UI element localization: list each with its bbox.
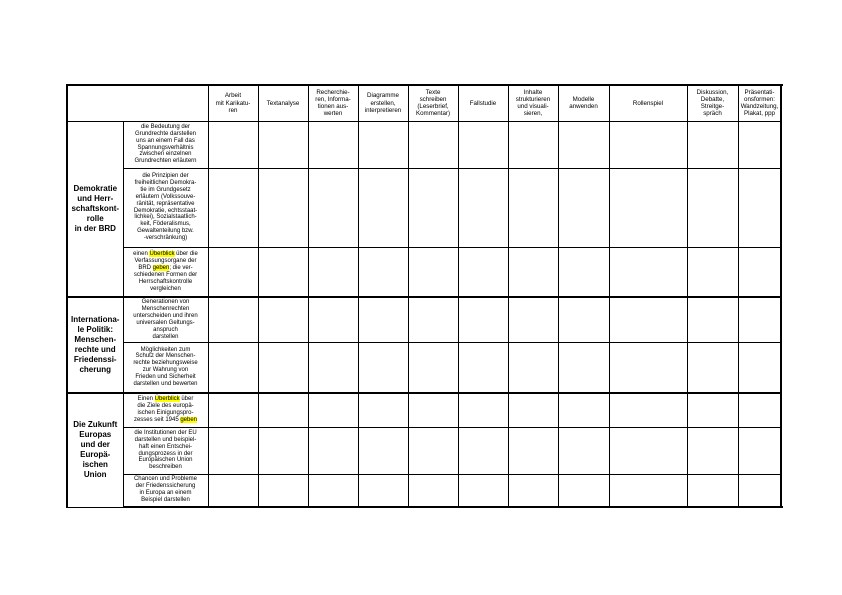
empty-cell (458, 474, 508, 507)
empty-cell (738, 297, 781, 342)
method-matrix-table (66, 84, 782, 508)
column-header (458, 85, 508, 121)
goal-cell (123, 427, 208, 474)
empty-cell (308, 427, 358, 474)
empty-cell (458, 342, 508, 393)
empty-cell (508, 427, 558, 474)
empty-cell (687, 247, 738, 297)
column-header-label: Inhalte strukturieren und visuali- sieren, (515, 88, 551, 118)
empty-cell (408, 121, 458, 168)
empty-cell (508, 393, 558, 427)
empty-cell (687, 393, 738, 427)
table-row (67, 168, 781, 247)
goal-text: über die Ziele des europä- ischen Einigungspro- zesses seit 1945 (133, 396, 194, 424)
empty-cell (738, 247, 781, 297)
column-header-label: Rollenspiel (632, 99, 664, 107)
column-header-label: Arbeit mit Karikatu- ren (215, 92, 251, 114)
column-header-label: Diskussion, Debatte, Streitge- spräch (696, 88, 729, 118)
empty-cell (358, 297, 408, 342)
empty-cell (687, 297, 738, 342)
empty-cell (308, 474, 358, 507)
goal-text: Einen (137, 396, 155, 403)
goal-text: über die Verfassungsorgane der BRD (134, 251, 198, 271)
empty-cell (558, 168, 609, 247)
empty-cell (208, 121, 258, 168)
empty-cell (508, 247, 558, 297)
column-header (408, 85, 458, 121)
table-row (67, 393, 781, 427)
empty-cell (258, 168, 308, 247)
topic-cell (67, 393, 123, 507)
topic-cell (67, 297, 123, 393)
empty-cell (738, 393, 781, 427)
empty-cell (408, 342, 458, 393)
empty-cell (609, 168, 687, 247)
empty-cell (508, 297, 558, 342)
column-header (558, 85, 609, 121)
empty-cell (558, 247, 609, 297)
column-header-label: Textanalyse (266, 99, 300, 107)
empty-cell (408, 297, 458, 342)
empty-cell (258, 247, 308, 297)
empty-cell (358, 168, 408, 247)
empty-cell (358, 247, 408, 297)
empty-cell (738, 342, 781, 393)
empty-cell (458, 427, 508, 474)
empty-cell (258, 474, 308, 507)
empty-cell (358, 121, 408, 168)
column-header (208, 85, 258, 121)
empty-cell (558, 474, 609, 507)
empty-cell (458, 121, 508, 168)
goal-cell (123, 474, 208, 507)
empty-cell (609, 297, 687, 342)
empty-cell (558, 121, 609, 168)
empty-cell (558, 393, 609, 427)
empty-cell (508, 474, 558, 507)
goal-cell (123, 342, 208, 393)
highlighted-term: Überblick (154, 396, 180, 403)
column-header-label: Diagramme erstellen, interpretieren (364, 92, 402, 114)
column-header-label: Fallstudie (469, 99, 497, 107)
column-header (738, 85, 781, 121)
empty-cell (308, 247, 358, 297)
empty-cell (458, 247, 508, 297)
table-row (67, 342, 781, 393)
empty-cell (408, 474, 458, 507)
empty-cell (208, 168, 258, 247)
empty-cell (687, 168, 738, 247)
goal-cell (123, 168, 208, 247)
empty-cell (609, 342, 687, 393)
goal-text: Generationen von Menschenrechten unterscheiden und ihren universalen Geltungs- anspruch darstellen (133, 299, 198, 340)
column-header (258, 85, 308, 121)
highlighted-term: geben (152, 264, 170, 271)
empty-cell (508, 168, 558, 247)
empty-cell (558, 427, 609, 474)
empty-cell (258, 427, 308, 474)
empty-cell (609, 474, 687, 507)
empty-cell (508, 121, 558, 168)
empty-cell (687, 342, 738, 393)
empty-cell (738, 427, 781, 474)
header-corner-cell (67, 85, 208, 121)
empty-cell (258, 121, 308, 168)
empty-cell (408, 393, 458, 427)
empty-cell (408, 247, 458, 297)
empty-cell (738, 168, 781, 247)
highlighted-term: Überblick (149, 251, 175, 258)
column-header (358, 85, 408, 121)
empty-cell (738, 121, 781, 168)
empty-cell (308, 393, 358, 427)
empty-cell (358, 474, 408, 507)
goal-cell (123, 393, 208, 427)
empty-cell (687, 121, 738, 168)
empty-cell (208, 393, 258, 427)
goal-text: einen (133, 251, 150, 258)
table-row (67, 427, 781, 474)
empty-cell (208, 342, 258, 393)
empty-cell (308, 168, 358, 247)
column-header (508, 85, 558, 121)
empty-cell (408, 168, 458, 247)
highlighted-term: geben (180, 417, 198, 424)
empty-cell (258, 297, 308, 342)
goal-text: die Prinzipien der freiheitlichen Demokra- tie im Grundgesetz erläutern (Volkssouve- ränität, repräsentative Demokratie, echtsstaat- lichkei), Sozialstaatlich- keit, Föderalismus, Gewaltenteilung bzw. -verschränkung) (133, 172, 198, 242)
table-row (67, 474, 781, 507)
empty-cell (208, 427, 258, 474)
goal-text: die Institutionen der EU darstellen und beispiel- haft einen Entschei- dungsprozess in der Europäischen Union beschreiben (134, 429, 197, 471)
empty-cell (308, 297, 358, 342)
empty-cell (258, 393, 308, 427)
empty-cell (458, 297, 508, 342)
empty-cell (458, 168, 508, 247)
topic-cell (67, 121, 123, 297)
empty-cell (208, 474, 258, 507)
topic-title: Die Zukunft Europas und der Europä- ischen Union (73, 420, 118, 480)
empty-cell (308, 121, 358, 168)
empty-cell (687, 427, 738, 474)
empty-cell (558, 297, 609, 342)
goal-cell (123, 247, 208, 297)
column-header-label: Präsentati- onsformen: Wandzeitung, Plakat, ppp (740, 88, 779, 118)
empty-cell (609, 393, 687, 427)
goal-cell (123, 297, 208, 342)
empty-cell (358, 342, 408, 393)
empty-cell (609, 247, 687, 297)
goal-text: ; die ver- schiedenen Formen der Herrschaftskontrolle vergleichen (133, 264, 198, 292)
empty-cell (408, 427, 458, 474)
empty-cell (358, 393, 408, 427)
empty-cell (558, 342, 609, 393)
empty-cell (458, 393, 508, 427)
topic-title: Demokratie und Herr- schaftskont- rolle in der BRD (71, 183, 120, 233)
column-header-label: Recherchie- ren, Informa- tionen aus- werten (315, 88, 351, 118)
table-row (67, 247, 781, 297)
column-header-label: Modelle anwenden (569, 96, 598, 111)
empty-cell (258, 342, 308, 393)
table-row (67, 297, 781, 342)
column-header-label: Texte schreiben (Leserbrief, Kommentar) (415, 88, 451, 118)
topic-title: Internationa- le Politik: Menschen- rechte und Friedenssi- cherung (71, 315, 120, 374)
empty-cell (738, 474, 781, 507)
empty-cell (308, 342, 358, 393)
table-row (67, 121, 781, 168)
goal-cell (123, 121, 208, 168)
empty-cell (687, 474, 738, 507)
empty-cell (208, 297, 258, 342)
goal-text: Chancen und Probleme der Friedenssicherung in Europa an einem Beispiel darstellen (133, 476, 198, 504)
goal-text: die Bedeutung der Grundrechte darstellen uns an einem Fall das Spannungsverhältnis zwischen einzelnen Grundrechten erläutern (134, 123, 197, 165)
column-header (308, 85, 358, 121)
goal-text: Möglichkeiten zum Schutz der Menschen- rechte beziehungsweise zur Wahrung von Frieden und Sicherheit darstellen und bewerten (133, 346, 198, 388)
empty-cell (609, 427, 687, 474)
empty-cell (208, 247, 258, 297)
empty-cell (609, 121, 687, 168)
column-header (687, 85, 738, 121)
column-header (609, 85, 687, 121)
empty-cell (508, 342, 558, 393)
empty-cell (358, 427, 408, 474)
